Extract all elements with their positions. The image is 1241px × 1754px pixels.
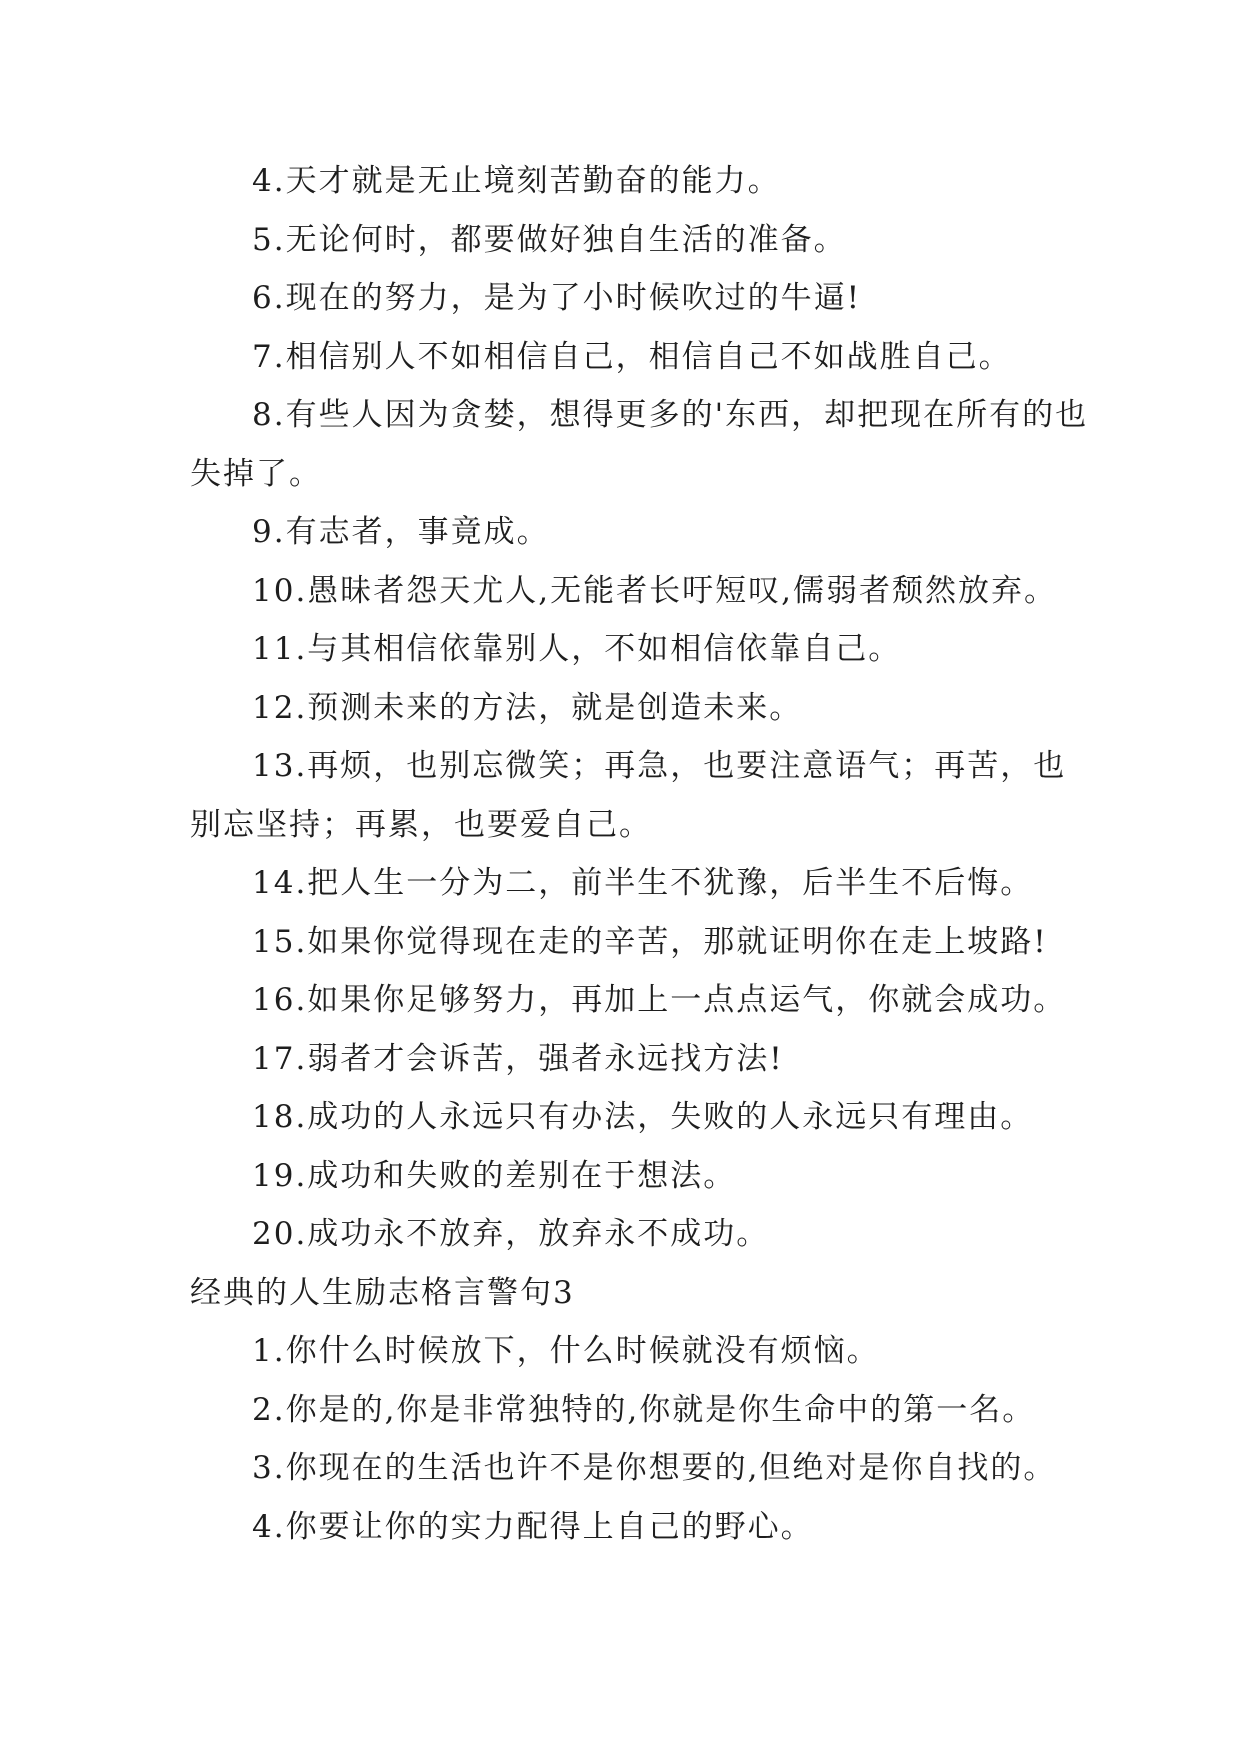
quote-line: 20.成功永不放弃，放弃永不成功。 bbox=[252, 1216, 770, 1252]
quote-line: 13.再烦，也别忘微笑；再急，也要注意语气；再苦，也别忘坚持；再累，也要爱自己。 bbox=[190, 748, 1067, 843]
quote-line: 11.与其相信依靠别人，不如相信依靠自己。 bbox=[252, 631, 902, 667]
quote-line: 16.如果你足够努力，再加上一点点运气，你就会成功。 bbox=[252, 982, 1067, 1018]
quote-line: 8.有些人因为贪婪，想得更多的'东西，却把现在所有的也失掉了。 bbox=[190, 397, 1089, 492]
document-body bbox=[190, 152, 1090, 1556]
quote-line: 2.你是的,你是非常独特的,你就是你生命中的第一名。 bbox=[252, 1391, 1036, 1428]
quote-line: 1.你什么时候放下，什么时候就没有烦恼。 bbox=[252, 1333, 880, 1369]
quote-line: 7.相信别人不如相信自己，相信自己不如战胜自己。 bbox=[252, 338, 1012, 375]
quote-line: 6.现在的努力，是为了小时候吹过的牛逼! bbox=[252, 280, 862, 316]
quote-line: 17.弱者才会诉苦，强者永远找方法! bbox=[252, 1040, 784, 1077]
quote-line: 3.你现在的生活也许不是你想要的,但绝对是你自找的。 bbox=[252, 1450, 1057, 1486]
quote-line: 10.愚昧者怨天尤人,无能者长吁短叹,儒弱者颓然放弃。 bbox=[252, 572, 1058, 609]
quote-line: 4.你要让你的实力配得上自己的野心。 bbox=[252, 1508, 814, 1545]
quote-line: 15.如果你觉得现在走的辛苦，那就证明你在走上坡路! bbox=[252, 923, 1048, 960]
quote-line: 12.预测未来的方法，就是创造未来。 bbox=[252, 689, 803, 726]
quote-line: 4.天才就是无止境刻苦勤奋的能力。 bbox=[252, 163, 781, 199]
quote-line: 14.把人生一分为二，前半生不犹豫，后半生不后悔。 bbox=[252, 865, 1034, 901]
section-heading: 经典的人生励志格言警句3 bbox=[190, 1274, 575, 1311]
quote-line: 5.无论何时，都要做好独自生活的准备。 bbox=[252, 221, 847, 258]
quote-line: 18.成功的人永远只有办法，失败的人永远只有理由。 bbox=[252, 1099, 1034, 1135]
quote-line: 9.有志者，事竟成。 bbox=[252, 514, 550, 550]
quote-line: 19.成功和失败的差别在于想法。 bbox=[252, 1157, 737, 1194]
